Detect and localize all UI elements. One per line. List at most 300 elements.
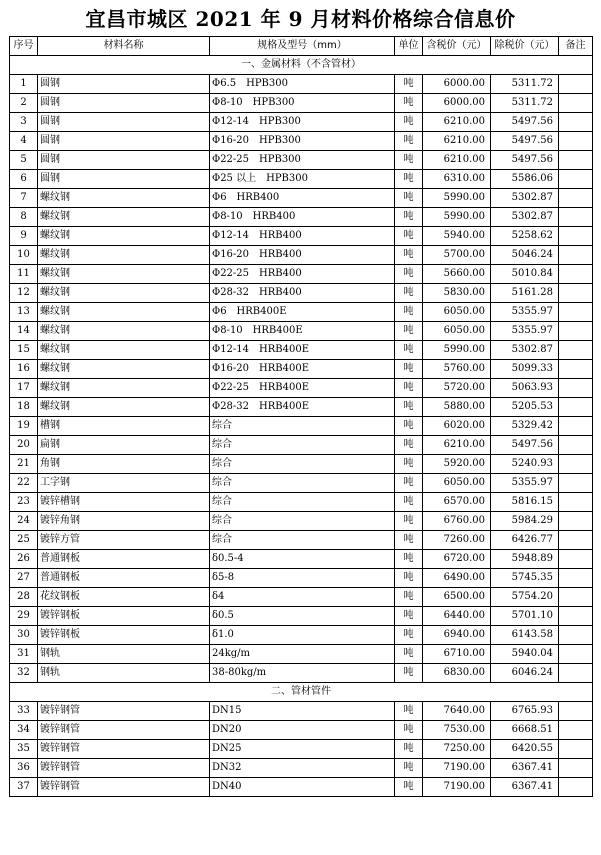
material-name: 普通钢板 — [38, 569, 210, 588]
spec-cell: Φ22-25 HPB300 — [210, 151, 395, 170]
note-cell — [559, 436, 593, 455]
row-number: 15 — [10, 341, 38, 360]
price-tax-cell: 6000.00 — [423, 75, 491, 94]
note-cell — [559, 284, 593, 303]
note-cell — [559, 474, 593, 493]
header-name: 材料名称 — [38, 37, 210, 56]
price-notax-cell: 5161.28 — [491, 284, 559, 303]
spec-cell: 综合 — [210, 493, 395, 512]
row-number: 33 — [10, 702, 38, 721]
row-number: 2 — [10, 94, 38, 113]
material-name: 镀锌钢管 — [38, 702, 210, 721]
spec-cell: 综合 — [210, 531, 395, 550]
price-notax-cell: 5701.10 — [491, 607, 559, 626]
note-cell — [559, 379, 593, 398]
row-number: 1 — [10, 75, 38, 94]
material-name: 圆钢 — [38, 132, 210, 151]
table-row — [10, 645, 593, 664]
note-cell — [559, 721, 593, 740]
price-notax-cell: 5063.93 — [491, 379, 559, 398]
row-number: 5 — [10, 151, 38, 170]
price-notax-cell: 5948.89 — [491, 550, 559, 569]
section-title: 二、管材管件 — [10, 683, 593, 702]
price-notax-cell: 6668.51 — [491, 721, 559, 740]
header-spec: 规格及型号（mm） — [210, 37, 395, 56]
row-number: 3 — [10, 113, 38, 132]
spec-cell: δ0.5 — [210, 607, 395, 626]
spec-cell: Φ8-10 HRB400E — [210, 322, 395, 341]
table-row — [10, 132, 593, 151]
spec-cell: Φ6.5 HPB300 — [210, 75, 395, 94]
material-name: 螺纹钢 — [38, 227, 210, 246]
price-tax-cell: 5990.00 — [423, 208, 491, 227]
row-number: 10 — [10, 246, 38, 265]
unit-cell: 吨 — [395, 778, 423, 797]
price-tax-cell: 5830.00 — [423, 284, 491, 303]
table-row — [10, 493, 593, 512]
row-number: 34 — [10, 721, 38, 740]
price-tax-cell: 7250.00 — [423, 740, 491, 759]
price-tax-cell: 6050.00 — [423, 322, 491, 341]
row-number: 27 — [10, 569, 38, 588]
material-name: 螺纹钢 — [38, 246, 210, 265]
table-row — [10, 436, 593, 455]
row-number: 14 — [10, 322, 38, 341]
note-cell — [559, 341, 593, 360]
row-number: 6 — [10, 170, 38, 189]
price-tax-cell: 6760.00 — [423, 512, 491, 531]
row-number: 37 — [10, 778, 38, 797]
spec-cell: Φ22-25 HRB400 — [210, 265, 395, 284]
row-number: 20 — [10, 436, 38, 455]
header-no: 序号 — [10, 37, 38, 56]
price-notax-cell: 5816.15 — [491, 493, 559, 512]
material-name: 花纹钢板 — [38, 588, 210, 607]
row-number: 18 — [10, 398, 38, 417]
note-cell — [559, 588, 593, 607]
note-cell — [559, 417, 593, 436]
unit-cell: 吨 — [395, 455, 423, 474]
document-title: 宜昌市城区 2021 年 9 月材料价格综合信息价 — [85, 7, 516, 31]
price-notax-cell: 5311.72 — [491, 94, 559, 113]
unit-cell: 吨 — [395, 265, 423, 284]
price-notax-cell: 5497.56 — [491, 436, 559, 455]
spec-cell: 综合 — [210, 512, 395, 531]
unit-cell: 吨 — [395, 531, 423, 550]
material-name: 螺纹钢 — [38, 379, 210, 398]
price-tax-cell: 6310.00 — [423, 170, 491, 189]
material-name: 螺纹钢 — [38, 284, 210, 303]
price-notax-cell: 5329.42 — [491, 417, 559, 436]
spec-cell: Φ8-10 HRB400 — [210, 208, 395, 227]
row-number: 9 — [10, 227, 38, 246]
price-tax-cell: 5940.00 — [423, 227, 491, 246]
spec-cell: DN40 — [210, 778, 395, 797]
spec-cell: 38-80kg/m — [210, 664, 395, 683]
spec-cell: δ1.0 — [210, 626, 395, 645]
unit-cell: 吨 — [395, 436, 423, 455]
note-cell — [559, 360, 593, 379]
unit-cell: 吨 — [395, 398, 423, 417]
price-tax-cell: 7190.00 — [423, 778, 491, 797]
table-row — [10, 75, 593, 94]
unit-cell: 吨 — [395, 569, 423, 588]
table-row — [10, 512, 593, 531]
table-row — [10, 94, 593, 113]
unit-cell: 吨 — [395, 664, 423, 683]
row-number: 28 — [10, 588, 38, 607]
table-row — [10, 759, 593, 778]
row-number: 25 — [10, 531, 38, 550]
price-notax-cell: 5302.87 — [491, 341, 559, 360]
table-row — [10, 455, 593, 474]
spec-cell: 综合 — [210, 474, 395, 493]
table-row — [10, 379, 593, 398]
unit-cell: 吨 — [395, 702, 423, 721]
price-notax-cell: 5099.33 — [491, 360, 559, 379]
material-name: 圆钢 — [38, 94, 210, 113]
material-name: 镀锌钢板 — [38, 607, 210, 626]
spec-cell: DN32 — [210, 759, 395, 778]
note-cell — [559, 227, 593, 246]
table-header-row — [10, 37, 593, 56]
unit-cell: 吨 — [395, 721, 423, 740]
spec-cell: Φ12-14 HRB400 — [210, 227, 395, 246]
price-tax-cell: 6490.00 — [423, 569, 491, 588]
unit-cell: 吨 — [395, 645, 423, 664]
table-row — [10, 569, 593, 588]
price-tax-cell: 6720.00 — [423, 550, 491, 569]
spec-cell: δ4 — [210, 588, 395, 607]
row-number: 12 — [10, 284, 38, 303]
table-row — [10, 284, 593, 303]
spec-cell: Φ16-20 HRB400 — [210, 246, 395, 265]
table-row — [10, 588, 593, 607]
price-tax-cell: 6710.00 — [423, 645, 491, 664]
price-notax-cell: 6143.58 — [491, 626, 559, 645]
price-tax-cell: 6940.00 — [423, 626, 491, 645]
price-notax-cell: 5586.06 — [491, 170, 559, 189]
table-row — [10, 170, 593, 189]
note-cell — [559, 455, 593, 474]
spec-cell: 综合 — [210, 436, 395, 455]
price-notax-cell: 5302.87 — [491, 189, 559, 208]
material-name: 工字钢 — [38, 474, 210, 493]
price-notax-cell: 5302.87 — [491, 208, 559, 227]
note-cell — [559, 493, 593, 512]
row-number: 23 — [10, 493, 38, 512]
row-number: 8 — [10, 208, 38, 227]
price-notax-cell: 6046.24 — [491, 664, 559, 683]
price-tax-cell: 6050.00 — [423, 303, 491, 322]
note-cell — [559, 265, 593, 284]
table-row — [10, 322, 593, 341]
spec-cell: δ5-8 — [210, 569, 395, 588]
material-name: 螺纹钢 — [38, 265, 210, 284]
unit-cell: 吨 — [395, 474, 423, 493]
price-notax-cell: 6765.93 — [491, 702, 559, 721]
table-row — [10, 531, 593, 550]
table-row — [10, 778, 593, 797]
price-tax-cell: 6020.00 — [423, 417, 491, 436]
note-cell — [559, 246, 593, 265]
table-row — [10, 398, 593, 417]
price-tax-cell: 6830.00 — [423, 664, 491, 683]
unit-cell: 吨 — [395, 512, 423, 531]
row-number: 17 — [10, 379, 38, 398]
spec-cell: 24kg/m — [210, 645, 395, 664]
price-tax-cell: 6000.00 — [423, 94, 491, 113]
unit-cell: 吨 — [395, 151, 423, 170]
price-tax-cell: 5700.00 — [423, 246, 491, 265]
material-name: 螺纹钢 — [38, 398, 210, 417]
price-tax-cell: 6210.00 — [423, 436, 491, 455]
spec-cell: Φ12-14 HRB400E — [210, 341, 395, 360]
price-notax-cell: 5311.72 — [491, 75, 559, 94]
table-row — [10, 227, 593, 246]
note-cell — [559, 170, 593, 189]
material-name: 螺纹钢 — [38, 341, 210, 360]
row-number: 22 — [10, 474, 38, 493]
material-name: 钢轨 — [38, 645, 210, 664]
section-row — [10, 683, 593, 702]
table-row — [10, 721, 593, 740]
material-name: 镀锌钢管 — [38, 721, 210, 740]
table-row — [10, 626, 593, 645]
table-row — [10, 246, 593, 265]
unit-cell: 吨 — [395, 740, 423, 759]
spec-cell: Φ28-32 HRB400 — [210, 284, 395, 303]
note-cell — [559, 531, 593, 550]
note-cell — [559, 132, 593, 151]
price-notax-cell: 5754.20 — [491, 588, 559, 607]
row-number: 24 — [10, 512, 38, 531]
note-cell — [559, 702, 593, 721]
price-tax-cell: 5990.00 — [423, 341, 491, 360]
table-row — [10, 265, 593, 284]
spec-cell: δ0.5-4 — [210, 550, 395, 569]
price-table — [9, 36, 593, 797]
note-cell — [559, 550, 593, 569]
note-cell — [559, 151, 593, 170]
material-name: 角钢 — [38, 455, 210, 474]
row-number: 7 — [10, 189, 38, 208]
spec-cell: DN20 — [210, 721, 395, 740]
row-number: 35 — [10, 740, 38, 759]
row-number: 19 — [10, 417, 38, 436]
material-name: 螺纹钢 — [38, 208, 210, 227]
row-number: 4 — [10, 132, 38, 151]
header-note: 备注 — [559, 37, 593, 56]
row-number: 36 — [10, 759, 38, 778]
header-price-tax: 含税价（元） — [423, 37, 491, 56]
unit-cell: 吨 — [395, 284, 423, 303]
price-tax-cell: 5990.00 — [423, 189, 491, 208]
material-name: 圆钢 — [38, 75, 210, 94]
note-cell — [559, 189, 593, 208]
spec-cell: DN25 — [210, 740, 395, 759]
price-tax-cell: 6210.00 — [423, 151, 491, 170]
row-number: 11 — [10, 265, 38, 284]
note-cell — [559, 303, 593, 322]
table-row — [10, 607, 593, 626]
row-number: 21 — [10, 455, 38, 474]
material-name: 镀锌槽钢 — [38, 493, 210, 512]
section-title: 一、金属材料（不含管材） — [10, 56, 593, 75]
spec-cell: Φ28-32 HRB400E — [210, 398, 395, 417]
price-notax-cell: 5497.56 — [491, 113, 559, 132]
price-notax-cell: 5497.56 — [491, 132, 559, 151]
material-name: 镀锌钢管 — [38, 778, 210, 797]
note-cell — [559, 740, 593, 759]
price-notax-cell: 5258.62 — [491, 227, 559, 246]
price-notax-cell: 5205.53 — [491, 398, 559, 417]
price-tax-cell: 6440.00 — [423, 607, 491, 626]
price-tax-cell: 5920.00 — [423, 455, 491, 474]
table-row — [10, 208, 593, 227]
row-number: 32 — [10, 664, 38, 683]
row-number: 26 — [10, 550, 38, 569]
spec-cell: Φ25 以上 HPB300 — [210, 170, 395, 189]
unit-cell: 吨 — [395, 493, 423, 512]
price-tax-cell: 5660.00 — [423, 265, 491, 284]
note-cell — [559, 645, 593, 664]
table-row — [10, 303, 593, 322]
material-name: 圆钢 — [38, 113, 210, 132]
price-tax-cell: 7530.00 — [423, 721, 491, 740]
price-notax-cell: 5355.97 — [491, 322, 559, 341]
table-row — [10, 417, 593, 436]
price-notax-cell: 5010.84 — [491, 265, 559, 284]
spec-cell: Φ22-25 HRB400E — [210, 379, 395, 398]
unit-cell: 吨 — [395, 322, 423, 341]
price-tax-cell: 5880.00 — [423, 398, 491, 417]
table-row — [10, 550, 593, 569]
price-notax-cell: 6420.55 — [491, 740, 559, 759]
spec-cell: Φ12-14 HPB300 — [210, 113, 395, 132]
price-tax-cell: 7190.00 — [423, 759, 491, 778]
unit-cell: 吨 — [395, 189, 423, 208]
section-row — [10, 56, 593, 75]
note-cell — [559, 778, 593, 797]
spec-cell: Φ16-20 HPB300 — [210, 132, 395, 151]
material-name: 钢轨 — [38, 664, 210, 683]
price-notax-cell: 5046.24 — [491, 246, 559, 265]
unit-cell: 吨 — [395, 113, 423, 132]
table-body — [10, 56, 593, 797]
price-tax-cell: 6210.00 — [423, 132, 491, 151]
note-cell — [559, 94, 593, 113]
material-name: 普通钢板 — [38, 550, 210, 569]
note-cell — [559, 759, 593, 778]
unit-cell: 吨 — [395, 550, 423, 569]
spec-cell: Φ6 HRB400E — [210, 303, 395, 322]
unit-cell: 吨 — [395, 360, 423, 379]
spec-cell: Φ8-10 HPB300 — [210, 94, 395, 113]
material-name: 螺纹钢 — [38, 303, 210, 322]
price-tax-cell: 6210.00 — [423, 113, 491, 132]
material-name: 圆钢 — [38, 170, 210, 189]
material-name: 槽钢 — [38, 417, 210, 436]
unit-cell: 吨 — [395, 341, 423, 360]
note-cell — [559, 569, 593, 588]
unit-cell: 吨 — [395, 227, 423, 246]
material-name: 螺纹钢 — [38, 360, 210, 379]
note-cell — [559, 512, 593, 531]
material-name: 镀锌方管 — [38, 531, 210, 550]
note-cell — [559, 75, 593, 94]
material-name: 镀锌钢管 — [38, 740, 210, 759]
material-name: 扁钢 — [38, 436, 210, 455]
header-price-notax: 除税价（元） — [491, 37, 559, 56]
price-notax-cell: 5940.04 — [491, 645, 559, 664]
price-tax-cell: 6500.00 — [423, 588, 491, 607]
unit-cell: 吨 — [395, 246, 423, 265]
material-name: 镀锌钢管 — [38, 759, 210, 778]
price-tax-cell: 5720.00 — [423, 379, 491, 398]
table-row — [10, 189, 593, 208]
table-row — [10, 113, 593, 132]
note-cell — [559, 113, 593, 132]
unit-cell: 吨 — [395, 417, 423, 436]
unit-cell: 吨 — [395, 132, 423, 151]
unit-cell: 吨 — [395, 303, 423, 322]
table-row — [10, 664, 593, 683]
table-row — [10, 474, 593, 493]
unit-cell: 吨 — [395, 759, 423, 778]
unit-cell: 吨 — [395, 75, 423, 94]
note-cell — [559, 626, 593, 645]
price-notax-cell: 5745.35 — [491, 569, 559, 588]
price-notax-cell: 5355.97 — [491, 303, 559, 322]
price-notax-cell: 5497.56 — [491, 151, 559, 170]
unit-cell: 吨 — [395, 379, 423, 398]
material-name: 圆钢 — [38, 151, 210, 170]
price-notax-cell: 5984.29 — [491, 512, 559, 531]
spec-cell: 综合 — [210, 455, 395, 474]
unit-cell: 吨 — [395, 626, 423, 645]
material-name: 镀锌钢板 — [38, 626, 210, 645]
unit-cell: 吨 — [395, 607, 423, 626]
price-notax-cell: 6367.41 — [491, 778, 559, 797]
spec-cell: DN15 — [210, 702, 395, 721]
material-name: 镀锌角钢 — [38, 512, 210, 531]
price-tax-cell: 7260.00 — [423, 531, 491, 550]
spec-cell: Φ16-20 HRB400E — [210, 360, 395, 379]
price-tax-cell: 7640.00 — [423, 702, 491, 721]
row-number: 13 — [10, 303, 38, 322]
table-row — [10, 151, 593, 170]
spec-cell: 综合 — [210, 417, 395, 436]
table-row — [10, 341, 593, 360]
price-tax-cell: 5760.00 — [423, 360, 491, 379]
unit-cell: 吨 — [395, 208, 423, 227]
note-cell — [559, 208, 593, 227]
row-number: 31 — [10, 645, 38, 664]
row-number: 29 — [10, 607, 38, 626]
material-name: 螺纹钢 — [38, 322, 210, 341]
note-cell — [559, 398, 593, 417]
price-notax-cell: 5240.93 — [491, 455, 559, 474]
note-cell — [559, 322, 593, 341]
row-number: 30 — [10, 626, 38, 645]
note-cell — [559, 664, 593, 683]
note-cell — [559, 607, 593, 626]
table-row — [10, 740, 593, 759]
table-row — [10, 702, 593, 721]
price-notax-cell: 5355.97 — [491, 474, 559, 493]
price-notax-cell: 6426.77 — [491, 531, 559, 550]
